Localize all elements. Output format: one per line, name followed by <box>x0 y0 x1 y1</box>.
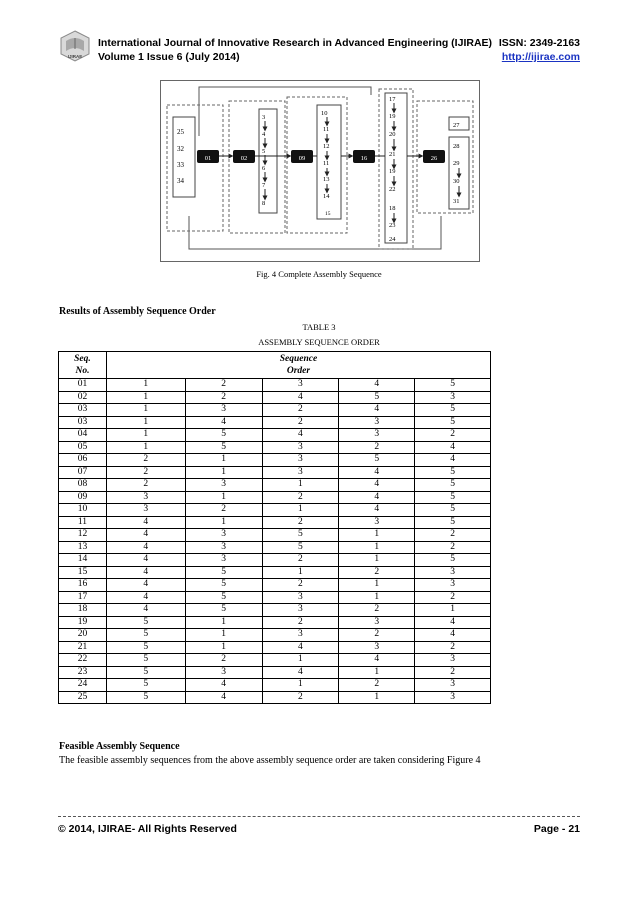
order-cell: 3 <box>415 654 491 667</box>
order-cell: 5 <box>185 591 262 604</box>
order-cell: 3 <box>185 541 262 554</box>
table-row <box>59 541 491 554</box>
part-label: 6 <box>262 165 266 172</box>
feasible-text: The feasible assembly sequences from the above assembly sequence order are taken considering Figure 4 <box>59 755 481 766</box>
order-cell: 1 <box>262 679 339 692</box>
order-cell: 1 <box>106 416 185 429</box>
order-cell: 2 <box>339 604 415 617</box>
order-cell: 5 <box>262 541 339 554</box>
part-label: 24 <box>389 236 396 243</box>
order-cell: 1 <box>106 429 185 442</box>
table-row <box>59 641 491 654</box>
order-cell: 3 <box>339 416 415 429</box>
order-cell: 4 <box>185 679 262 692</box>
order-cell: 3 <box>106 491 185 504</box>
order-cell: 1 <box>185 454 262 467</box>
table-label: TABLE 3 <box>302 322 336 332</box>
order-cell: 3 <box>262 591 339 604</box>
order-header-line1: Sequence <box>279 354 318 364</box>
order-cell: 4 <box>106 579 185 592</box>
order-cell: 4 <box>339 379 415 392</box>
order-cell: 5 <box>185 429 262 442</box>
part-label: 18 <box>389 205 396 212</box>
order-cell: 1 <box>185 466 262 479</box>
results-heading: Results of Assembly Sequence Order <box>59 306 216 317</box>
order-cell: 5 <box>185 441 262 454</box>
order-cell: 1 <box>185 491 262 504</box>
order-cell: 1 <box>262 479 339 492</box>
part-label: 29 <box>453 160 460 167</box>
order-cell: 4 <box>415 629 491 642</box>
table-row <box>59 504 491 517</box>
order-cell: 5 <box>106 679 185 692</box>
order-cell: 5 <box>415 404 491 417</box>
order-cell: 4 <box>262 391 339 404</box>
seq-no-cell: 10 <box>59 504 107 517</box>
order-cell: 2 <box>262 491 339 504</box>
table-row <box>59 479 491 492</box>
order-cell: 2 <box>106 454 185 467</box>
table-row <box>59 591 491 604</box>
order-cell: 1 <box>339 541 415 554</box>
order-cell: 3 <box>185 479 262 492</box>
table-row <box>59 566 491 579</box>
part-label: 25 <box>177 128 184 136</box>
seq-no-cell: 12 <box>59 529 107 542</box>
part-label: 17 <box>389 96 396 103</box>
footer-page-number: Page - 21 <box>533 823 580 835</box>
part-label: 21 <box>389 151 396 158</box>
journal-url-link[interactable]: http://ijirae.com <box>501 51 580 63</box>
order-cell: 3 <box>262 466 339 479</box>
order-cell: 2 <box>339 566 415 579</box>
order-cell: 2 <box>262 579 339 592</box>
order-cell: 4 <box>185 416 262 429</box>
order-cell: 1 <box>339 591 415 604</box>
part-label: 32 <box>177 145 184 153</box>
seq-no-cell: 19 <box>59 616 107 629</box>
table-row <box>59 666 491 679</box>
part-label: 11 <box>323 160 330 167</box>
order-cell: 5 <box>185 579 262 592</box>
part-label: 8 <box>262 200 266 207</box>
order-cell: 4 <box>339 491 415 504</box>
order-cell: 2 <box>415 529 491 542</box>
order-cell: 1 <box>106 441 185 454</box>
order-cell: 1 <box>339 529 415 542</box>
order-cell: 2 <box>262 416 339 429</box>
order-cell: 5 <box>106 691 185 704</box>
sequence-order-header <box>106 352 490 379</box>
order-cell: 1 <box>185 641 262 654</box>
order-cell: 5 <box>106 629 185 642</box>
table-row <box>59 616 491 629</box>
seq-no-cell: 23 <box>59 666 107 679</box>
part-label: 28 <box>453 143 460 150</box>
order-cell: 3 <box>185 529 262 542</box>
seq-no-cell: 06 <box>59 454 107 467</box>
node-01: 01 <box>204 155 212 162</box>
part-label: 23 <box>389 222 396 229</box>
order-cell: 2 <box>185 654 262 667</box>
assembly-sequence-table <box>58 351 491 704</box>
order-cell: 1 <box>185 629 262 642</box>
order-cell: 4 <box>262 641 339 654</box>
order-cell: 4 <box>106 591 185 604</box>
order-cell: 4 <box>106 529 185 542</box>
order-cell: 2 <box>185 391 262 404</box>
assembly-diagram <box>161 81 479 261</box>
order-cell: 2 <box>262 691 339 704</box>
order-cell: 4 <box>106 554 185 567</box>
table-row <box>59 416 491 429</box>
order-cell: 5 <box>106 666 185 679</box>
order-cell: 2 <box>415 666 491 679</box>
order-cell: 3 <box>415 566 491 579</box>
order-cell: 1 <box>262 504 339 517</box>
part-label: 10 <box>321 110 328 117</box>
part-label: 7 <box>262 182 266 189</box>
order-cell: 2 <box>415 429 491 442</box>
part-label: 12 <box>323 143 330 150</box>
order-cell: 2 <box>262 554 339 567</box>
footer-copyright: © 2014, IJIRAE- All Rights Reserved <box>58 823 237 835</box>
part-label: 19 <box>389 168 396 175</box>
order-cell: 2 <box>339 679 415 692</box>
table-row <box>59 491 491 504</box>
order-header-line2: Order <box>286 366 311 376</box>
order-cell: 1 <box>415 604 491 617</box>
part-label: 15 <box>325 211 331 217</box>
order-cell: 2 <box>415 641 491 654</box>
order-cell: 5 <box>185 604 262 617</box>
order-cell: 4 <box>106 541 185 554</box>
order-cell: 1 <box>262 654 339 667</box>
order-cell: 3 <box>106 504 185 517</box>
order-cell: 5 <box>415 416 491 429</box>
order-cell: 3 <box>339 641 415 654</box>
order-cell: 4 <box>185 691 262 704</box>
journal-issue: Volume 1 Issue 6 (July 2014) <box>98 51 240 63</box>
part-label: 30 <box>453 178 460 185</box>
seq-no-cell: 16 <box>59 579 107 592</box>
order-cell: 3 <box>262 629 339 642</box>
seq-header-line1: Seq. <box>74 354 91 364</box>
logo-text: IJIRAE <box>67 54 83 59</box>
order-cell: 4 <box>415 616 491 629</box>
table-row <box>59 454 491 467</box>
order-cell: 3 <box>185 554 262 567</box>
seq-no-cell: 22 <box>59 654 107 667</box>
journal-title: International Journal of Innovative Research in Advanced Engineering (IJIRAE) <box>98 37 493 49</box>
node-16: 16 <box>360 155 368 162</box>
order-cell: 5 <box>106 654 185 667</box>
figure-caption: Fig. 4 Complete Assembly Sequence <box>256 269 382 279</box>
order-cell: 2 <box>415 591 491 604</box>
seq-no-cell: 15 <box>59 566 107 579</box>
header-right <box>499 36 580 64</box>
order-cell: 2 <box>185 504 262 517</box>
part-label: 22 <box>389 186 396 193</box>
order-cell: 3 <box>339 616 415 629</box>
table-row <box>59 404 491 417</box>
order-cell: 2 <box>185 379 262 392</box>
order-cell: 5 <box>106 641 185 654</box>
seq-no-cell: 04 <box>59 429 107 442</box>
order-cell: 4 <box>106 566 185 579</box>
table-row <box>59 529 491 542</box>
table-row <box>59 441 491 454</box>
table-title: ASSEMBLY SEQUENCE ORDER <box>258 337 380 347</box>
order-cell: 3 <box>185 666 262 679</box>
order-cell: 3 <box>262 441 339 454</box>
seq-header-line2: No. <box>75 366 90 376</box>
part-label: 5 <box>262 148 266 155</box>
order-cell: 1 <box>339 691 415 704</box>
seq-no-cell: 20 <box>59 629 107 642</box>
part-label: 27 <box>453 122 460 129</box>
header-left <box>98 36 492 64</box>
order-cell: 4 <box>262 429 339 442</box>
order-cell: 3 <box>415 391 491 404</box>
seq-no-cell: 11 <box>59 516 107 529</box>
table-row <box>59 654 491 667</box>
footer-divider <box>58 816 580 817</box>
order-cell: 1 <box>339 579 415 592</box>
order-cell: 5 <box>339 454 415 467</box>
order-cell: 5 <box>415 491 491 504</box>
table-row <box>59 466 491 479</box>
order-cell: 3 <box>415 579 491 592</box>
journal-logo-icon <box>58 29 92 63</box>
seq-no-cell: 17 <box>59 591 107 604</box>
part-label: 11 <box>323 126 330 133</box>
seq-no-header <box>59 352 107 379</box>
order-cell: 5 <box>415 554 491 567</box>
order-cell: 3 <box>262 454 339 467</box>
part-label: 33 <box>177 161 184 169</box>
order-cell: 1 <box>106 404 185 417</box>
order-cell: 3 <box>339 516 415 529</box>
seq-no-cell: 18 <box>59 604 107 617</box>
order-cell: 2 <box>106 479 185 492</box>
order-cell: 2 <box>262 616 339 629</box>
table-row <box>59 604 491 617</box>
order-cell: 1 <box>185 616 262 629</box>
order-cell: 4 <box>415 441 491 454</box>
order-cell: 5 <box>415 516 491 529</box>
node-26: 26 <box>430 155 438 162</box>
order-cell: 1 <box>185 516 262 529</box>
order-cell: 3 <box>415 691 491 704</box>
order-cell: 5 <box>262 529 339 542</box>
seq-no-cell: 09 <box>59 491 107 504</box>
part-label: 13 <box>323 176 330 183</box>
order-cell: 1 <box>339 554 415 567</box>
seq-no-cell: 08 <box>59 479 107 492</box>
order-cell: 1 <box>106 379 185 392</box>
assembly-sequence-figure <box>160 80 480 262</box>
part-label: 19 <box>389 113 396 120</box>
table-row <box>59 516 491 529</box>
table-row <box>59 629 491 642</box>
order-cell: 5 <box>415 504 491 517</box>
part-label: 34 <box>177 177 184 185</box>
order-cell: 4 <box>415 454 491 467</box>
order-cell: 2 <box>339 629 415 642</box>
order-cell: 2 <box>262 516 339 529</box>
order-cell: 5 <box>415 379 491 392</box>
journal-issn: ISSN: 2349-2163 <box>498 37 580 49</box>
order-cell: 3 <box>262 379 339 392</box>
part-label: 4 <box>262 131 266 138</box>
table-row <box>59 691 491 704</box>
seq-no-cell: 21 <box>59 641 107 654</box>
node-09: 09 <box>298 155 306 162</box>
seq-no-cell: 03 <box>59 416 107 429</box>
table-row <box>59 391 491 404</box>
table-row <box>59 554 491 567</box>
order-cell: 4 <box>262 666 339 679</box>
order-cell: 3 <box>339 429 415 442</box>
order-cell: 5 <box>415 466 491 479</box>
part-label: 20 <box>389 131 396 138</box>
seq-no-cell: 13 <box>59 541 107 554</box>
part-label: 31 <box>453 198 460 205</box>
order-cell: 4 <box>339 466 415 479</box>
seq-no-cell: 03 <box>59 404 107 417</box>
seq-no-cell: 25 <box>59 691 107 704</box>
seq-no-cell: 14 <box>59 554 107 567</box>
order-cell: 1 <box>339 666 415 679</box>
table-row <box>59 679 491 692</box>
table-row <box>59 379 491 392</box>
seq-no-cell: 02 <box>59 391 107 404</box>
order-cell: 4 <box>339 504 415 517</box>
order-cell: 4 <box>106 516 185 529</box>
order-cell: 5 <box>339 391 415 404</box>
order-cell: 5 <box>185 566 262 579</box>
order-cell: 4 <box>339 479 415 492</box>
seq-no-cell: 24 <box>59 679 107 692</box>
seq-no-cell: 07 <box>59 466 107 479</box>
seq-no-cell: 01 <box>59 379 107 392</box>
order-cell: 1 <box>106 391 185 404</box>
order-cell: 2 <box>106 466 185 479</box>
order-cell: 4 <box>339 654 415 667</box>
order-cell: 4 <box>339 404 415 417</box>
order-cell: 2 <box>415 541 491 554</box>
order-cell: 2 <box>339 441 415 454</box>
table-row <box>59 429 491 442</box>
part-label: 3 <box>262 114 266 121</box>
order-cell: 1 <box>262 566 339 579</box>
table-row <box>59 579 491 592</box>
order-cell: 3 <box>262 604 339 617</box>
order-cell: 4 <box>106 604 185 617</box>
node-02: 02 <box>240 155 248 162</box>
part-label: 14 <box>323 193 330 200</box>
table-header-row <box>59 352 491 379</box>
order-cell: 2 <box>262 404 339 417</box>
order-cell: 3 <box>185 404 262 417</box>
seq-no-cell: 05 <box>59 441 107 454</box>
order-cell: 5 <box>106 616 185 629</box>
order-cell: 5 <box>415 479 491 492</box>
order-cell: 3 <box>415 679 491 692</box>
feasible-heading: Feasible Assembly Sequence <box>59 741 180 752</box>
